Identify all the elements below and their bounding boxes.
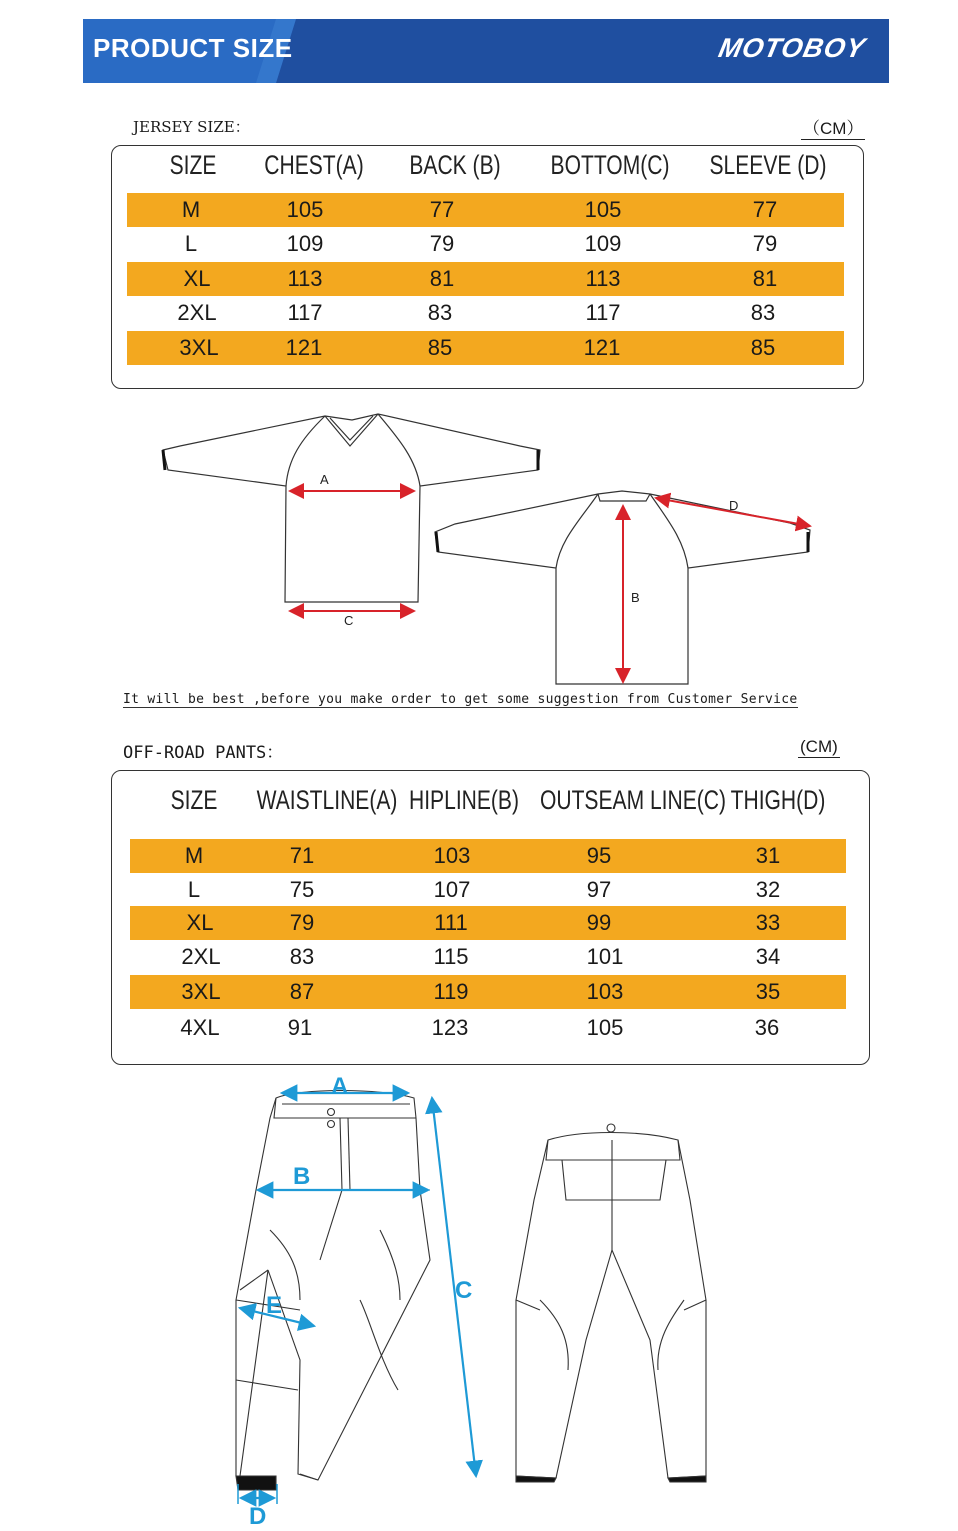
table-cell: 105 xyxy=(584,197,622,222)
column-header: BOTTOM(C) xyxy=(550,150,670,180)
table-cell: 81 xyxy=(752,266,778,291)
table-cell: 83 xyxy=(750,300,776,325)
table-cell: 79 xyxy=(289,910,315,935)
table-cell: 117 xyxy=(585,300,621,325)
column-header: WAISTLINE(A) xyxy=(256,785,398,815)
page-title: PRODUCT SIZE xyxy=(93,33,293,63)
table-cell: 101 xyxy=(586,944,624,969)
pants-unit-label: (CM) xyxy=(800,737,838,756)
table-cell: M xyxy=(181,197,201,222)
jersey-section-label: JERSEY SIZE： xyxy=(133,118,250,136)
table-cell: 33 xyxy=(755,910,781,935)
table-cell: 77 xyxy=(429,197,455,222)
table-cell: M xyxy=(184,843,204,868)
jersey-unit-label: （CM） xyxy=(801,114,865,140)
table-cell: 99 xyxy=(586,910,612,935)
table-cell: 36 xyxy=(754,1015,780,1040)
table-cell: 107 xyxy=(433,877,471,902)
pants-front-illustration xyxy=(236,1091,430,1491)
table-cell: 2XL xyxy=(181,944,221,969)
pants-section-label: OFF-ROAD PANTS： xyxy=(123,743,284,763)
table-cell: 105 xyxy=(586,1015,624,1040)
table-cell: 75 xyxy=(289,877,315,902)
table-cell: 105 xyxy=(286,197,324,222)
pants-label-a: A xyxy=(331,1073,349,1100)
pants-label-b: B xyxy=(293,1163,311,1190)
table-cell: 103 xyxy=(586,979,624,1004)
table-cell: 31 xyxy=(755,843,781,868)
column-header: SLEEVE (D) xyxy=(709,150,827,180)
table-cell: 103 xyxy=(433,843,471,868)
column-header: OUTSEAM LINE(C) xyxy=(539,785,727,815)
pants-back-illustration xyxy=(516,1124,706,1482)
table-cell: 34 xyxy=(755,944,781,969)
brand-logo: MOTOBOY xyxy=(715,33,869,63)
table-cell: 2XL xyxy=(177,300,217,325)
table-cell: 81 xyxy=(429,266,455,291)
table-cell: 4XL xyxy=(180,1015,220,1040)
column-header: HIPLINE(B) xyxy=(408,785,520,815)
table-cell: 115 xyxy=(433,944,469,969)
table-cell: 32 xyxy=(755,877,781,902)
pants-label-d: D xyxy=(249,1503,267,1530)
table-cell: XL xyxy=(183,266,211,291)
pants-label-e: E xyxy=(266,1292,283,1319)
table-cell: 123 xyxy=(431,1015,469,1040)
table-cell: 79 xyxy=(429,231,455,256)
dimension-label-d: D xyxy=(729,498,739,513)
dimension-label-c: C xyxy=(344,613,354,628)
table-cell: 85 xyxy=(750,335,776,360)
pants-label-c: C xyxy=(455,1277,473,1304)
table-cell: 113 xyxy=(585,266,621,291)
table-cell: 119 xyxy=(433,979,469,1004)
column-header: CHEST(A) xyxy=(264,150,364,180)
column-header: THIGH(D) xyxy=(730,785,826,815)
column-header: SIZE xyxy=(169,150,217,180)
customer-service-note: It will be best ,before you make order to get some suggestion from Customer Service xyxy=(123,692,798,707)
table-cell: 83 xyxy=(427,300,453,325)
table-cell: 87 xyxy=(289,979,315,1004)
dimension-label-b: B xyxy=(631,590,640,605)
table-cell: 35 xyxy=(755,979,781,1004)
table-cell: 97 xyxy=(586,877,612,902)
table-cell: 121 xyxy=(285,335,323,360)
table-cell: L xyxy=(187,877,201,902)
table-cell: L xyxy=(184,231,198,256)
column-header: SIZE xyxy=(170,785,218,815)
table-cell: 91 xyxy=(287,1015,313,1040)
table-cell: 111 xyxy=(434,910,468,935)
dimension-label-a: A xyxy=(320,472,329,487)
column-header: BACK (B) xyxy=(409,150,501,180)
table-cell: 117 xyxy=(287,300,323,325)
table-cell: 113 xyxy=(287,266,323,291)
table-cell: XL xyxy=(186,910,214,935)
table-cell: 85 xyxy=(427,335,453,360)
table-cell: 3XL xyxy=(181,979,221,1004)
table-cell: 79 xyxy=(752,231,778,256)
table-cell: 95 xyxy=(586,843,612,868)
table-cell: 71 xyxy=(289,843,315,868)
table-cell: 109 xyxy=(286,231,324,256)
table-cell: 3XL xyxy=(179,335,219,360)
table-cell: 77 xyxy=(752,197,778,222)
table-cell: 83 xyxy=(289,944,315,969)
table-cell: 121 xyxy=(583,335,621,360)
table-cell: 109 xyxy=(584,231,622,256)
